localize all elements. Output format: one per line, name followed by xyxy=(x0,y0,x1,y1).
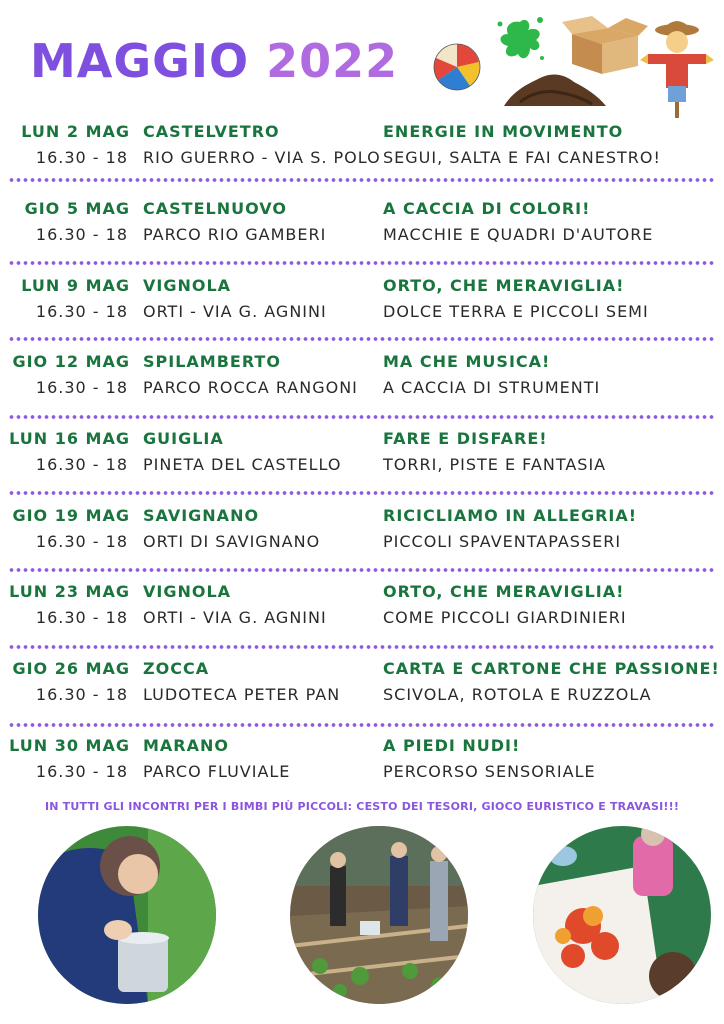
event-row xyxy=(0,736,724,796)
event-location: PARCO RIO GAMBERI xyxy=(143,225,327,244)
event-activity: ENERGIE IN MOVIMENTO xyxy=(383,122,624,141)
dotted-divider xyxy=(8,491,716,495)
dotted-divider xyxy=(8,415,716,419)
photo-child-with-cup xyxy=(38,826,216,1004)
event-time: 16.30 - 18 xyxy=(35,148,128,167)
paint-splat-icon xyxy=(492,12,548,66)
event-date: LUN 2 MAG xyxy=(21,122,130,141)
event-date: LUN 23 MAG xyxy=(9,582,130,601)
event-location: PARCO FLUVIALE xyxy=(143,762,291,781)
event-row xyxy=(0,352,724,412)
footer-note: IN TUTTI GLI INCONTRI PER I BIMBI PIÙ PICCOLI: CESTO DEI TESORI, GIOCO EURISTICO E TRAVASI!!! xyxy=(44,800,680,813)
event-time: 16.30 - 18 xyxy=(35,455,128,474)
event-activity: ORTO, CHE MERAVIGLIA! xyxy=(383,582,625,601)
dotted-divider xyxy=(8,568,716,572)
photo-garden-group xyxy=(290,826,468,1004)
event-date: GIO 12 MAG xyxy=(12,352,130,371)
event-description: COME PICCOLI GIARDINIERI xyxy=(383,608,627,627)
event-date: GIO 19 MAG xyxy=(12,506,130,525)
event-place: SPILAMBERTO xyxy=(143,352,281,371)
dotted-divider xyxy=(8,645,716,649)
event-activity: CARTA E CARTONE CHE PASSIONE! xyxy=(383,659,720,678)
event-description: DOLCE TERRA E PICCOLI SEMI xyxy=(383,302,649,321)
event-date: LUN 16 MAG xyxy=(9,429,130,448)
event-time: 16.30 - 18 xyxy=(35,302,128,321)
event-row xyxy=(0,659,724,719)
event-location: RIO GUERRO - VIA S. POLO xyxy=(143,148,381,167)
event-description: A CACCIA DI STRUMENTI xyxy=(383,378,601,397)
event-description: PERCORSO SENSORIALE xyxy=(383,762,596,781)
event-place: MARANO xyxy=(143,736,229,755)
event-place: GUIGLIA xyxy=(143,429,224,448)
title-year: 2022 xyxy=(266,34,399,88)
beach-ball-icon xyxy=(432,42,482,92)
event-time: 16.30 - 18 xyxy=(35,685,128,704)
soil-pile-icon xyxy=(500,66,608,110)
event-place: ZOCCA xyxy=(143,659,210,678)
event-time: 16.30 - 18 xyxy=(35,225,128,244)
event-row xyxy=(0,199,724,259)
event-activity: A PIEDI NUDI! xyxy=(383,736,521,755)
event-location: PINETA DEL CASTELLO xyxy=(143,455,342,474)
event-activity: A CACCIA DI COLORI! xyxy=(383,199,591,218)
page-title xyxy=(30,34,398,88)
event-activity: FARE E DISFARE! xyxy=(383,429,548,448)
event-time: 16.30 - 18 xyxy=(35,608,128,627)
event-row xyxy=(0,429,724,489)
event-activity: ORTO, CHE MERAVIGLIA! xyxy=(383,276,625,295)
event-date: GIO 26 MAG xyxy=(12,659,130,678)
event-date: LUN 30 MAG xyxy=(9,736,130,755)
event-place: VIGNOLA xyxy=(143,276,232,295)
event-description: TORRI, PISTE E FANTASIA xyxy=(383,455,607,474)
event-row xyxy=(0,506,724,566)
event-place: SAVIGNANO xyxy=(143,506,260,525)
event-location: ORTI - VIA G. AGNINI xyxy=(143,608,327,627)
event-row xyxy=(0,122,724,182)
dotted-divider xyxy=(8,261,716,265)
event-time: 16.30 - 18 xyxy=(35,532,128,551)
event-place: CASTELVETRO xyxy=(143,122,280,141)
event-description: MACCHIE E QUADRI D'AUTORE xyxy=(383,225,654,244)
event-activity: RICICLIAMO IN ALLEGRIA! xyxy=(383,506,638,525)
dotted-divider xyxy=(8,723,716,727)
event-location: LUDOTECA PETER PAN xyxy=(143,685,341,704)
event-date: GIO 5 MAG xyxy=(24,199,130,218)
event-activity: MA CHE MUSICA! xyxy=(383,352,551,371)
event-description: SEGUI, SALTA E FAI CANESTRO! xyxy=(383,148,661,167)
event-row xyxy=(0,582,724,642)
event-description: PICCOLI SPAVENTAPASSERI xyxy=(383,532,622,551)
event-description: SCIVOLA, ROTOLA E RUZZOLA xyxy=(383,685,652,704)
event-location: ORTI DI SAVIGNANO xyxy=(143,532,321,551)
event-date: LUN 9 MAG xyxy=(21,276,130,295)
event-place: VIGNOLA xyxy=(143,582,232,601)
title-month: MAGGIO xyxy=(30,34,250,88)
event-place: CASTELNUOVO xyxy=(143,199,287,218)
dotted-divider xyxy=(8,337,716,341)
event-location: ORTI - VIA G. AGNINI xyxy=(143,302,327,321)
dotted-divider xyxy=(8,178,716,182)
scarecrow-icon xyxy=(634,16,720,120)
event-time: 16.30 - 18 xyxy=(35,378,128,397)
event-location: PARCO ROCCA RANGONI xyxy=(143,378,358,397)
photo-painting-activity xyxy=(533,826,711,1004)
event-row xyxy=(0,276,724,336)
event-time: 16.30 - 18 xyxy=(35,762,128,781)
